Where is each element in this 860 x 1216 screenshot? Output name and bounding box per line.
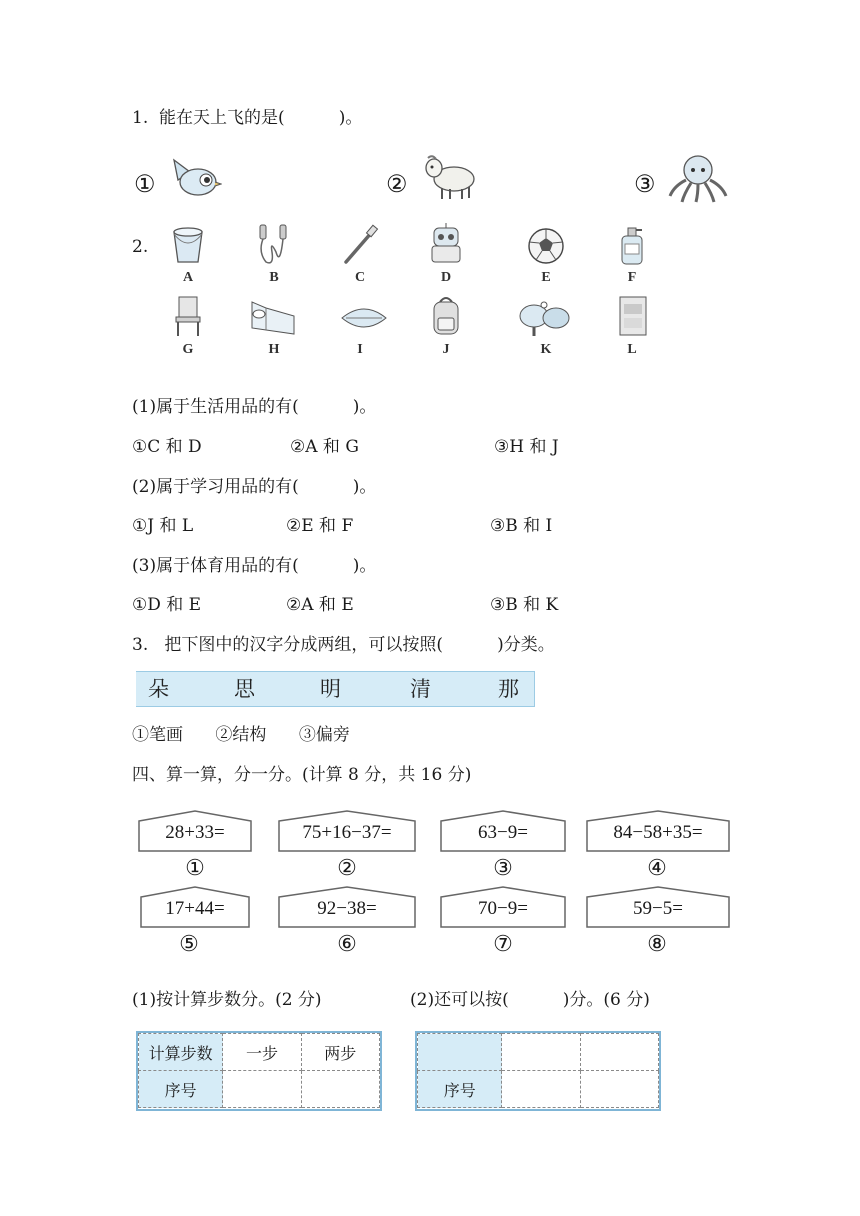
table2-answer-cell[interactable] <box>580 1071 658 1108</box>
soccer-ball-icon <box>524 224 568 268</box>
char-3: 明 <box>320 677 341 701</box>
q2-sub2-option-3: ③B 和 I <box>490 516 553 536</box>
q3-options: ①笔画 ②结构 ③偏旁 <box>132 725 350 745</box>
item-label-e: E <box>541 270 551 285</box>
table2-answer-cell[interactable] <box>502 1071 580 1108</box>
item-label-i: I <box>357 342 363 357</box>
toothbrush-icon <box>338 222 382 266</box>
part1-text: (1)按计算步数分。(2 分) <box>132 990 322 1010</box>
q1-option-1-number: ① <box>134 170 156 198</box>
item-label-g: G <box>182 342 194 357</box>
item-label-h: H <box>268 342 280 357</box>
house-card <box>586 810 730 852</box>
jump-rope-icon <box>252 222 296 266</box>
char-4: 清 <box>410 677 431 701</box>
q2-sub3-option-1: ①D 和 E <box>132 595 202 615</box>
expression: 70−9= <box>478 898 528 919</box>
expr-number: ⑤ <box>179 932 199 957</box>
q2-sub3-question: (3)属于体育用品的有( )。 <box>132 556 377 576</box>
bucket-icon <box>166 222 210 266</box>
house-card <box>140 886 250 928</box>
q2-number: 2. <box>132 237 149 257</box>
expr-number: ② <box>337 856 357 881</box>
q1-option-3-number: ③ <box>634 170 656 198</box>
item-label-b: B <box>269 270 279 285</box>
q1-text: 1. 能在天上飞的是( )。 <box>132 108 363 128</box>
house-card <box>586 886 730 928</box>
expr-number: ⑦ <box>493 932 513 957</box>
chair-icon <box>166 294 210 338</box>
house-card <box>138 810 252 852</box>
expression: 84−58+35= <box>613 822 703 843</box>
q2-sub1-option-2: ②A 和 G <box>290 437 359 457</box>
table1-header-steps: 计算步数 <box>139 1034 223 1071</box>
table1-answer-cell[interactable] <box>223 1071 301 1108</box>
table2-row-label: 序号 <box>418 1071 502 1108</box>
item-label-d: D <box>440 270 452 285</box>
item-label-l: L <box>627 342 637 357</box>
toy-robot-icon <box>424 222 468 266</box>
table2-header-cell[interactable] <box>580 1034 658 1071</box>
expression: 92−38= <box>317 898 377 919</box>
bird-icon <box>168 154 222 200</box>
item-label-a: A <box>182 270 194 285</box>
table2-header-cell[interactable] <box>502 1034 580 1071</box>
table1-header-two-steps: 两步 <box>301 1034 379 1071</box>
item-label-k: K <box>540 342 552 357</box>
classification-table-1 <box>138 1033 380 1108</box>
q2-sub2-option-2: ②E 和 F <box>286 516 354 536</box>
house-card <box>278 886 416 928</box>
char-5: 那 <box>498 677 519 701</box>
q2-sub1-option-1: ①C 和 D <box>132 437 202 457</box>
char-1: 朵 <box>148 677 169 701</box>
q1-option-2-number: ② <box>386 170 408 198</box>
soap-bottle-icon <box>610 222 654 266</box>
q3-text: 3. 把下图中的汉字分成两组，可以按照( )分类。 <box>132 635 555 655</box>
section4-title: 四、算一算，分一分。(计算 8 分，共 16 分) <box>132 765 472 785</box>
ping-pong-paddle-icon <box>516 296 574 340</box>
expr-number: ④ <box>647 856 667 881</box>
part2-text: (2)还可以按( )分。(6 分) <box>410 990 650 1010</box>
char-2: 思 <box>234 677 255 701</box>
expr-number: ⑥ <box>337 932 357 957</box>
item-label-c: C <box>354 270 366 285</box>
expression: 63−9= <box>478 822 528 843</box>
expression: 28+33= <box>165 822 225 843</box>
pencil-case-icon <box>338 296 390 340</box>
q2-sub3-option-3: ③B 和 K <box>490 595 559 615</box>
table2-header-cell[interactable] <box>418 1034 502 1071</box>
table1-row-label: 序号 <box>139 1071 223 1108</box>
character-band <box>136 671 535 707</box>
classification-table-2 <box>417 1033 659 1108</box>
table1-answer-cell[interactable] <box>301 1071 379 1108</box>
expression: 59−5= <box>633 898 683 919</box>
q2-sub1-option-3: ③H 和 J <box>494 437 559 457</box>
bed-icon <box>246 294 300 338</box>
q2-sub3-option-2: ②A 和 E <box>286 595 354 615</box>
expr-number: ③ <box>493 856 513 881</box>
expression: 75+16−37= <box>302 822 392 843</box>
item-label-f: F <box>627 270 637 285</box>
q2-sub2-question: (2)属于学习用品的有( )。 <box>132 477 377 497</box>
q2-sub1-question: (1)属于生活用品的有( )。 <box>132 397 377 417</box>
sheep-icon <box>418 152 478 202</box>
expr-number: ① <box>185 856 205 881</box>
house-card <box>278 810 416 852</box>
backpack-icon <box>424 294 468 338</box>
table1-header-one-step: 一步 <box>223 1034 301 1071</box>
expression: 17+44= <box>165 898 225 919</box>
house-card <box>440 810 566 852</box>
q2-sub2-option-1: ①J 和 L <box>132 516 194 536</box>
expr-number: ⑧ <box>647 932 667 957</box>
notebook-icon <box>612 294 656 338</box>
item-label-j: J <box>442 342 450 357</box>
house-card <box>440 886 566 928</box>
octopus-icon <box>666 152 730 204</box>
